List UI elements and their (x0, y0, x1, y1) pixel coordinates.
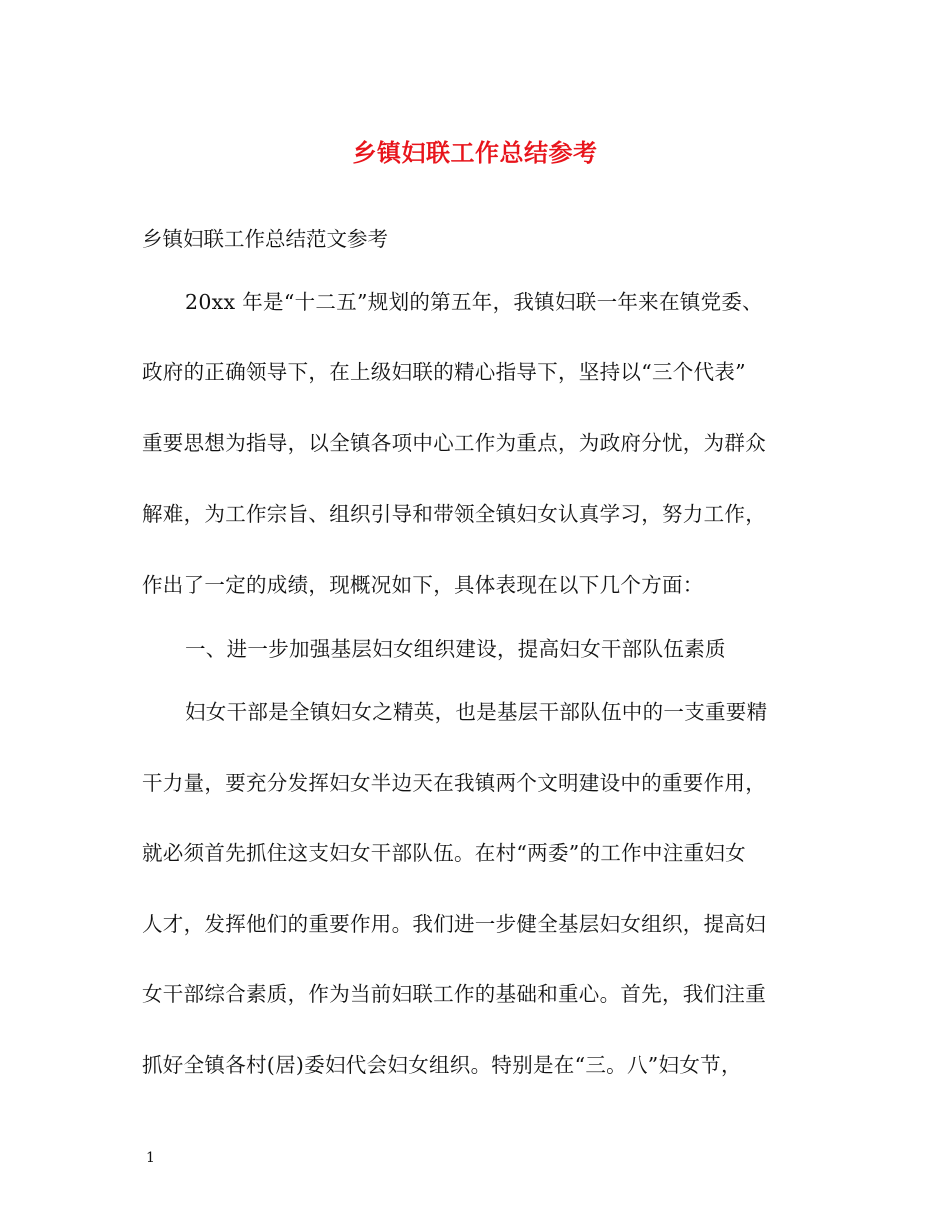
paragraph-line: 就必须首先抓住这支妇女干部队伍。在村“两委”的工作中注重妇女 (142, 841, 746, 865)
document-subtitle: 乡镇妇联工作总结范文参考 (142, 227, 388, 251)
document-title: 乡镇妇联工作总结参考 (352, 138, 598, 167)
paragraph-line: 解难，为工作宗旨、组织引导和带领全镇妇女认真学习，努力工作， (142, 502, 766, 526)
paragraph-line: 抓好全镇各村(居)委妇代会妇女组织。特别是在“三。八”妇女节， (142, 1053, 742, 1077)
paragraph-line: 政府的正确领导下，在上级妇联的精心指导下，坚持以“三个代表” (142, 360, 746, 384)
paragraph-line: 妇女干部是全镇妇女之精英，也是基层干部队伍中的一支重要精 (185, 700, 768, 724)
section-heading: 一、进一步加强基层妇女组织建设，提高妇女干部队伍素质 (185, 637, 726, 661)
paragraph-line: 20xx 年是“十二五”规划的第五年，我镇妇联一年来在镇党委、 (185, 290, 763, 314)
page-number: 1 (146, 1150, 155, 1166)
paragraph-line: 干力量，要充分发挥妇女半边天在我镇两个文明建设中的重要作用， (142, 771, 766, 795)
paragraph-line: 作出了一定的成绩，现概况如下，具体表现在以下几个方面： (142, 573, 704, 597)
paragraph-line: 人才，发挥他们的重要作用。我们进一步健全基层妇女组织，提高妇 (142, 912, 766, 936)
paragraph-line: 女干部综合素质，作为当前妇联工作的基础和重心。首先，我们注重 (142, 982, 766, 1006)
paragraph-line: 重要思想为指导，以全镇各项中心工作为重点，为政府分忧，为群众 (142, 431, 766, 455)
